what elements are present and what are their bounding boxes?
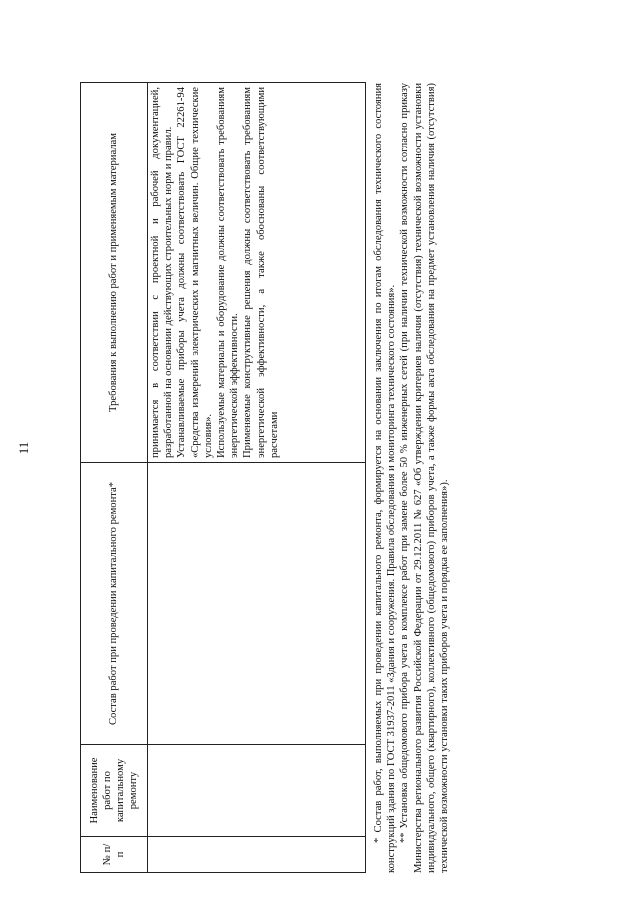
requirement-paragraph: Применяемые конструктивные решения должны соответствовать требованиям энергетической эффективности, а также обоснованы соответствующими расчетами xyxy=(242,87,280,458)
cell-work-name xyxy=(148,745,366,837)
footnote-single-star: * Состав работ, выполняемых при проведении капитального ремонта, формируется на основании заключения по итогам обследования технического состояния конструкций здания по ГОСТ 31937-2011 «Здания и сооружения. Правила обследования и мониторинга технического состояния». xyxy=(373,83,398,873)
table-row xyxy=(148,83,366,873)
table-header-row xyxy=(81,83,148,873)
header-requirements: Требования к выполнению работ и применяемым материалам xyxy=(81,83,148,463)
requirement-paragraph: Используемые материалы и оборудование должны соответствовать требованиям энергетической эффективности. xyxy=(216,87,241,458)
requirement-paragraph: Устанавливаемые приборы учета должны соответствовать ГОСТ 22261-94 «Средства измерений электрических и магнитных величин. Общие технические условия». xyxy=(176,87,214,458)
requirement-paragraph: принимается в соответствии с проектной и рабочей документацией, разработанной на основании действующих строительных норм и правил. xyxy=(150,87,175,458)
cell-work-composition xyxy=(148,463,366,745)
cell-requirements xyxy=(148,83,366,463)
header-work-composition: Состав работ при проведении капитального ремонта* xyxy=(81,463,148,745)
header-work-name: Наименование работ по капитальному ремонту xyxy=(81,745,148,837)
header-number: № п/п xyxy=(81,837,148,873)
requirements-table xyxy=(80,82,366,873)
page-number: 11 xyxy=(16,441,31,455)
footnotes xyxy=(372,83,451,873)
footnote-double-star: ** Установка общедомового прибора учета в комплексе работ при замене более 50 % инженерных сетей (при наличии технической возможности согласно приказу Министерства регионального развития Российской Федерации от 29.12.2011 № 627 «Об утверждении критериев наличия (отсутствия) технической возможности установки индивидуального, общего (квартирного), коллективного (общедомового) приборов учета, а также формы акта обследования на предмет установления наличия (отсутствия) технической возможности установки таких приборов учета и порядка ее заполнения»). xyxy=(399,83,451,873)
cell-number xyxy=(148,837,366,873)
